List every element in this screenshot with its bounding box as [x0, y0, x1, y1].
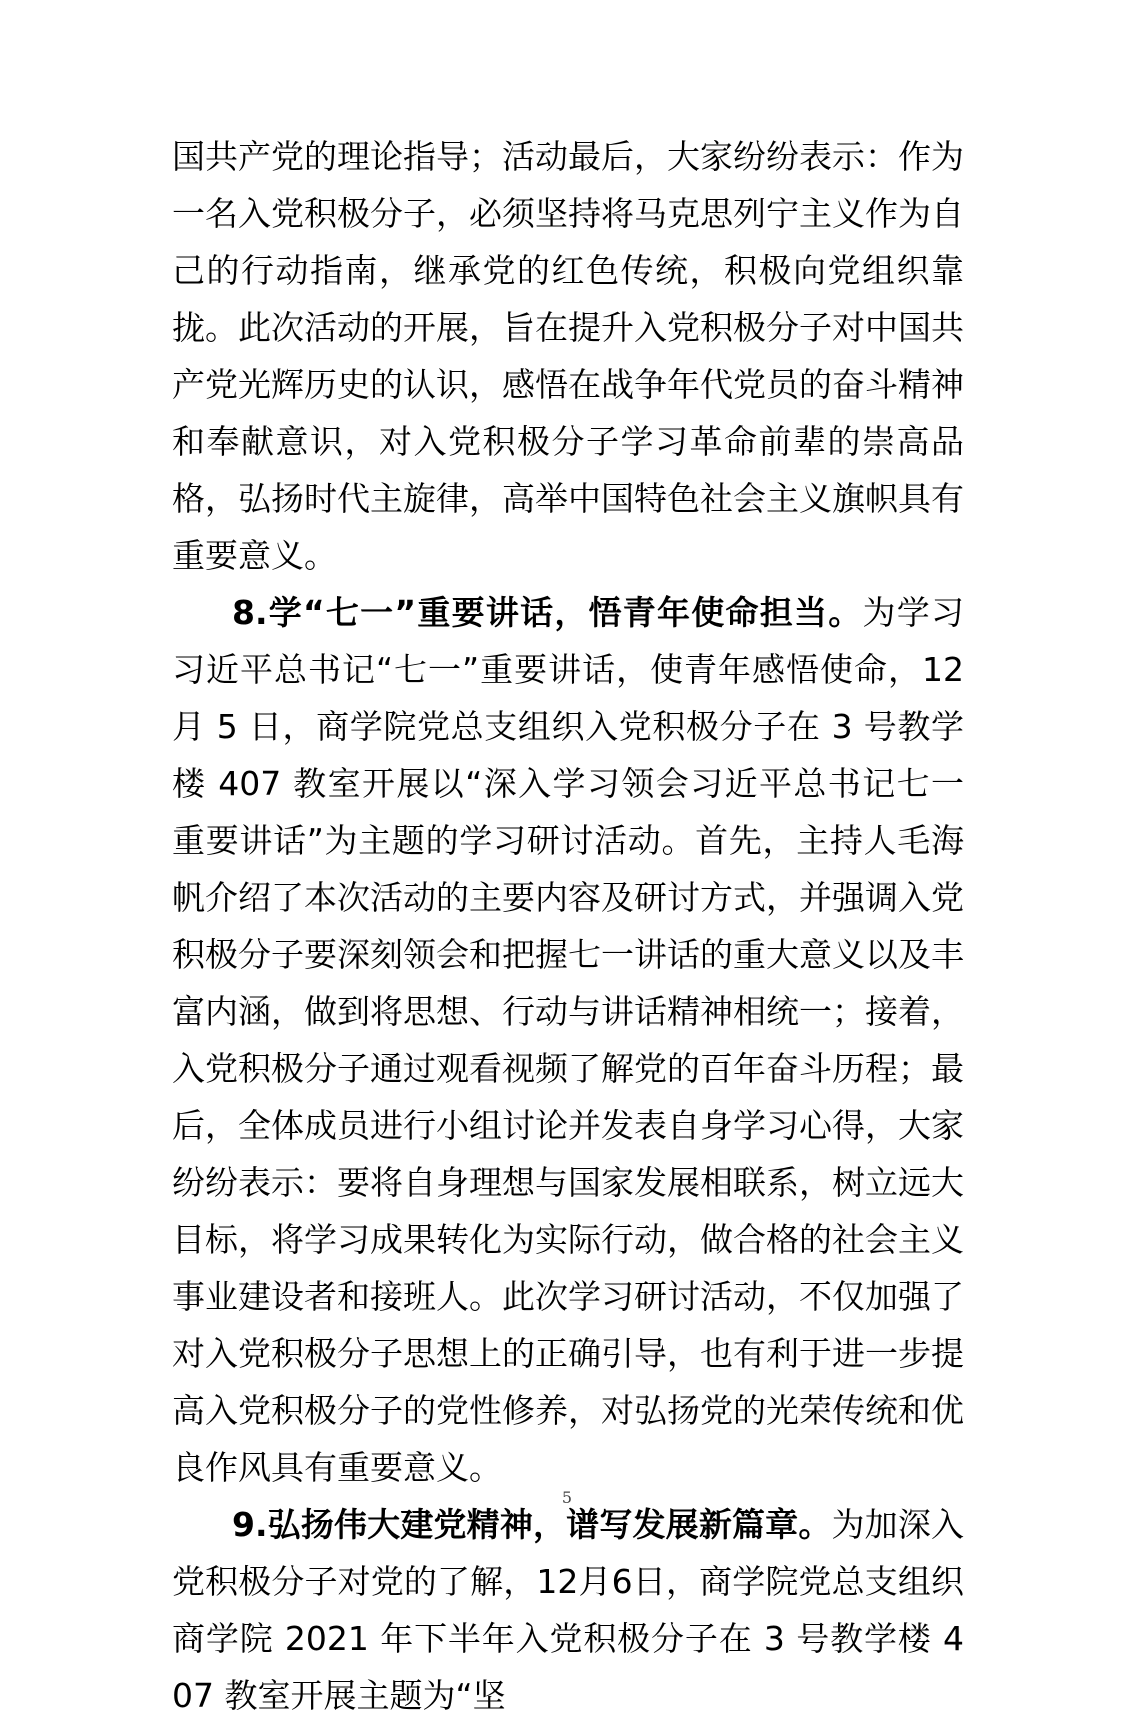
section-8-body: 为学习习近平总书记“七一”重要讲话，使青年感悟使命，12 月 5 日，商学院党总支组织入党积极分子在 3 号教学楼 407 教室开展以“深入学习领会习近平总书记七一重要讲话”为主题的学习研讨活动。首先，主持人毛海帆介绍了本次活动的主要内容及研讨方式，并强调入党积极分子要深刻领会和把握七一讲话的重大意义以及丰富内涵，做到将思想、行动与讲话精神相统一；接着，入党积极分子通过观看视频了解党的百年奋斗历程；最后，全体成员进行小组讨论并发表自身学习心得，大家纷纷表示：要将自身理想与国家发展相联系，树立远大目标，将学习成果转化为实际行动，做合格的社会主义事业建设者和接班人。此次学习研讨活动，不仅加强了对入党积极分子思想上的正确引导，也有利于进一步提高入党积极分子的党性修养，对弘扬党的光荣传统和优良作风具有重要意义。: [172, 593, 965, 1487]
section-8-heading: 8.学“七一”重要讲话，悟青年使命担当。: [232, 593, 863, 632]
section-9-heading: 9.弘扬伟大建党精神，谱写发展新篇章。: [232, 1505, 832, 1544]
document-page: [172, 128, 964, 1724]
page-number: 5: [561, 1488, 573, 1507]
continuation-paragraph: 国共产党的理论指导；活动最后，大家纷纷表示：作为一名入党积极分子，必须坚持将马克思列宁主义作为自己的行动指南，继承党的红色传统，积极向党组织靠拢。此次活动的开展，旨在提升入党积极分子对中国共产党光辉历史的认识，感悟在战争年代党员的奋斗精神和奉献意识，对入党积极分子学习革命前辈的崇高品格，弘扬时代主旋律，高举中国特色社会主义旗帜具有重要意义。: [172, 137, 964, 575]
section-9-body: 为加深入党积极分子对党的了解，12月6日，商学院党总支组织商学院 2021 年下半年入党积极分子在 3 号教学楼 407 教室开展主题为“坚: [172, 1505, 965, 1715]
section-9-paragraph: [172, 1496, 964, 1724]
section-8-paragraph: [172, 584, 964, 1496]
